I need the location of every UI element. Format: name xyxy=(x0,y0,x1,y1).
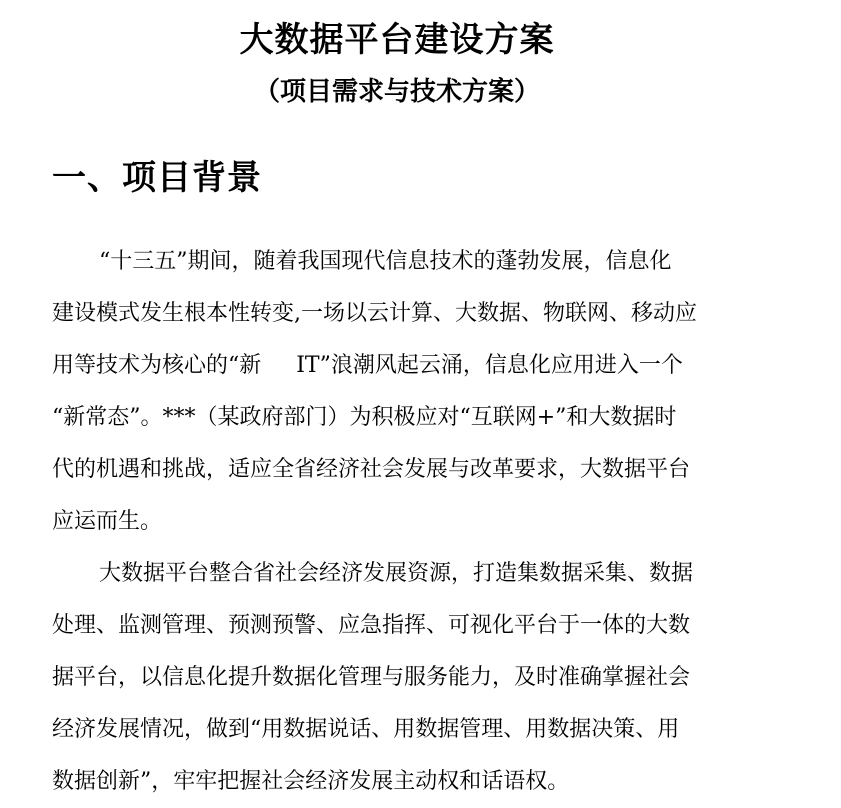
paragraph-line: 处理、监测管理、预测预警、应急指挥、可视化平台于一体的大数 xyxy=(52,613,691,638)
paragraph-line: 代的机遇和挑战，适应全省经济社会发展与改革要求，大数据平台 xyxy=(52,457,691,482)
document-subtitle: （项目需求与技术方案） xyxy=(253,77,540,107)
paragraph-line: 应运而生。 xyxy=(52,509,163,534)
document-title: 大数据平台建设方案 xyxy=(239,20,555,60)
paragraph-line: 建设模式发生根本性转变,一场以云计算、大数据、物联网、移动应 xyxy=(52,301,697,326)
paragraph-line: 经济发展情况，做到“用数据说话、用数据管理、用数据决策、用 xyxy=(52,717,680,742)
paragraph-line: 大数据平台整合省社会经济发展资源，打造集数据采集、数据 xyxy=(99,561,694,586)
paragraph-background-2 xyxy=(52,548,693,808)
paragraph-line: 据平台，以信息化提升数据化管理与服务能力，及时准确掌握社会 xyxy=(52,665,691,690)
paragraph-line: “新常态”。***（某政府部门）为积极应对“互联网+”和大数据时 xyxy=(52,405,677,430)
paragraph-line: 数据创新”，牢牢把握社会经济发展主动权和话语权。 xyxy=(52,769,570,794)
paragraph-line: “十三五”期间，随着我国现代信息技术的蓬勃发展，信息化 xyxy=(99,249,672,274)
paragraph-line: 用等技术为核心的“新 IT”浪潮风起云涌，信息化应用进入一个 xyxy=(52,353,683,378)
section-heading: 一、项目背景 xyxy=(52,158,262,198)
paragraph-background-1 xyxy=(52,236,697,548)
